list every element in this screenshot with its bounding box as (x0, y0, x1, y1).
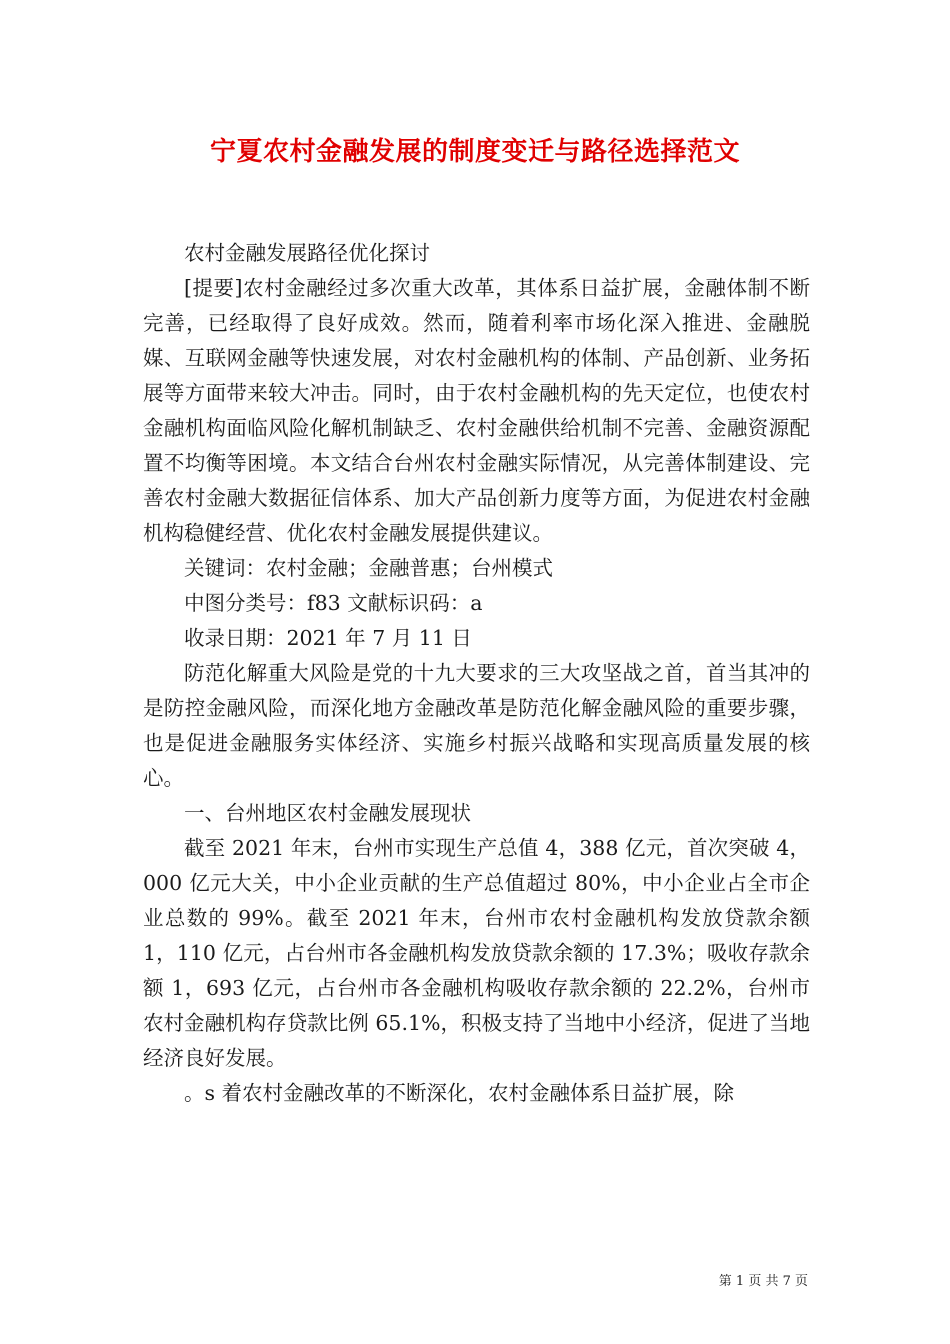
document-title: 宁夏农村金融发展的制度变迁与路径选择范文 (209, 137, 740, 167)
page-number: 第 1 页 共 7 页 (718, 1274, 808, 1289)
body-paragraph: 截至 2021 年末，台州市实现生产总值 4，388 亿元，首次突破 4，000 亿元大关，中小企业贡献的生产总值超过 80%，中小企业占全市企业总数的 99%。截至 2021 年末，台州市农村金融机构发放贷款余额 1，110 亿元，占台州市各金融机构发放贷款余额的 17.3%；吸收存款余额 1，693 亿元，占台州市各金融机构吸收存款余额的 22.2%，台州市农村金融机构存贷款比例 65.1%，积极支持了当地中小经济，促进了当地经济良好发展。 (143, 836, 810, 1070)
subtitle-paragraph: 农村金融发展路径优化探讨 (184, 241, 430, 265)
body-paragraph: 。s 着农村金融改革的不断深化，农村金融体系日益扩展，除 (184, 1081, 735, 1105)
abstract-paragraph: [提要]农村金融经过多次重大改革，其体系日益扩展，金融体制不断完善，已经取得了良好成效。然而，随着利率市场化深入推进、金融脱媒、互联网金融等快速发展，对农村金融机构的体制、产品创新、业务拓展等方面带来较大冲击。同时，由于农村金融机构的先天定位，也使农村金融机构面临风险化解机制缺乏、农村金融供给机制不完善、金融资源配置不均衡等困境。本文结合台州农村金融实际情况，从完善体制建设、完善农村金融大数据征信体系、加大产品创新力度等方面，为促进农村金融机构稳健经营、优化农村金融发展提供建议。 (143, 276, 810, 545)
classification-paragraph: 中图分类号：f83 文献标识码：a (184, 591, 483, 615)
keywords-paragraph: 关键词：农村金融；金融普惠；台州模式 (184, 556, 553, 580)
date-paragraph: 收录日期：2021 年 7 月 11 日 (184, 626, 472, 650)
section-heading: 一、台州地区农村金融发展现状 (184, 801, 471, 825)
intro-paragraph: 防范化解重大风险是党的十九大要求的三大攻坚战之首，首当其冲的是防控金融风险，而深化地方金融改革是防范化解金融风险的重要步骤，也是促进金融服务实体经济、实施乡村振兴战略和实现高质量发展的核心。 (143, 661, 810, 790)
document-body (143, 236, 810, 1111)
